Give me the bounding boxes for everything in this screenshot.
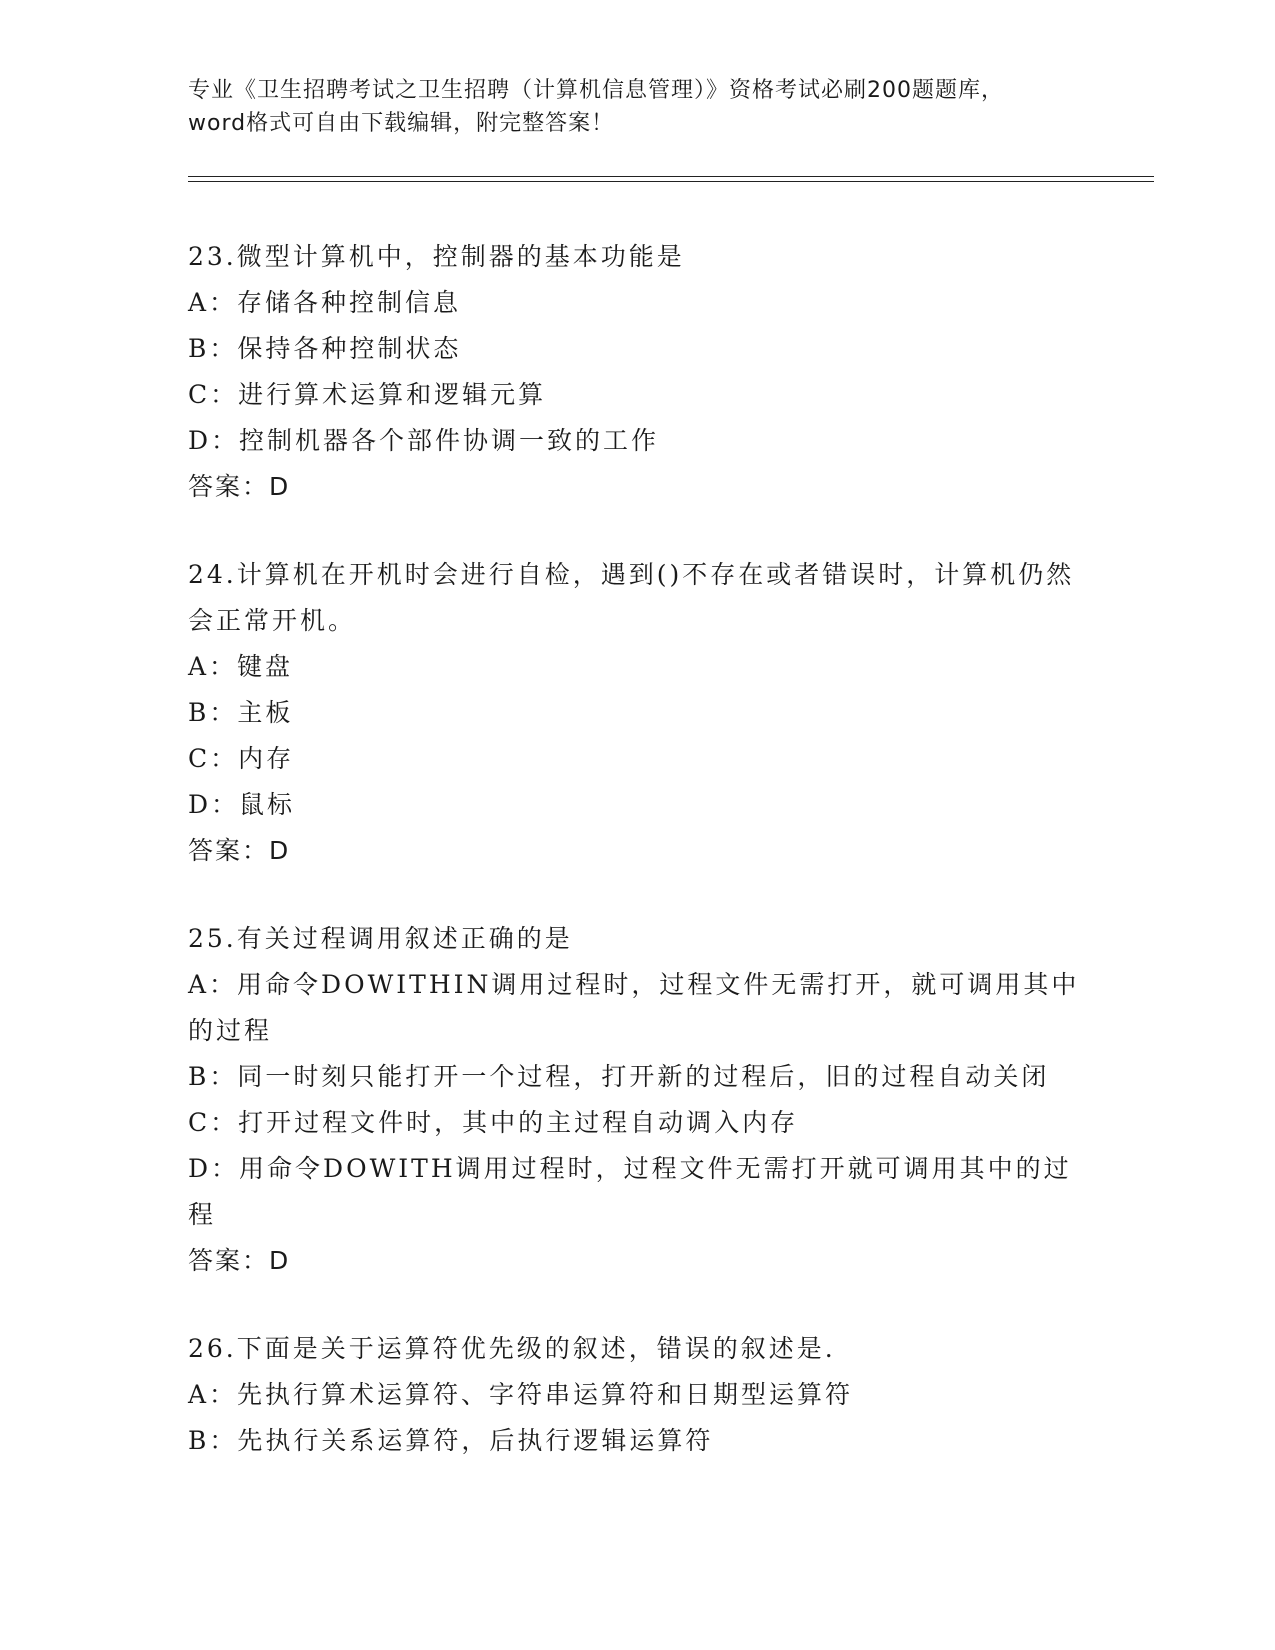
option-a: A：存储各种控制信息 [188, 288, 462, 317]
option-a: A：键盘 [188, 652, 294, 681]
option-a: A：用命令DOWITHIN调用过程时，过程文件无需打开，就可调用其中的过程 [188, 970, 1080, 1045]
option-b: B：保持各种控制状态 [188, 334, 462, 363]
header-rule-bottom [188, 181, 1154, 182]
question-24 [188, 552, 1088, 874]
question-23 [188, 234, 1088, 510]
option-b: B：同一时刻只能打开一个过程，打开新的过程后，旧的过程自动关闭 [188, 1062, 1050, 1091]
question-25 [188, 916, 1088, 1284]
question-stem: 24.计算机在开机时会进行自检，遇到()不存在或者错误时，计算机仍然会正常开机。 [188, 560, 1075, 635]
option-c: C：内存 [188, 744, 295, 773]
option-a: A：先执行算术运算符、字符串运算符和日期型运算符 [188, 1380, 854, 1409]
option-c: C：进行算术运算和逻辑元算 [188, 380, 547, 409]
option-b: B：主板 [188, 698, 294, 727]
question-list [188, 234, 1088, 1506]
option-d: D：鼠标 [188, 790, 296, 819]
option-d: D：控制机器各个部件协调一致的工作 [188, 426, 660, 455]
option-d: D：用命令DOWITH调用过程时，过程文件无需打开就可调用其中的过程 [188, 1154, 1072, 1229]
question-stem: 26.下面是关于运算符优先级的叙述，错误的叙述是. [188, 1334, 836, 1363]
document-header [188, 74, 1088, 140]
option-b: B：先执行关系运算符，后执行逻辑运算符 [188, 1426, 714, 1455]
header-line-2: word格式可自由下载编辑，附完整答案！ [188, 111, 615, 136]
question-stem: 25.有关过程调用叙述正确的是 [188, 924, 573, 953]
question-26 [188, 1326, 1088, 1464]
header-rule-top [188, 176, 1154, 177]
header-line-1: 专业《卫生招聘考试之卫生招聘（计算机信息管理）》资格考试必刷200题题库， [188, 78, 1004, 103]
answer: 答案：D [188, 836, 291, 865]
question-stem: 23.微型计算机中，控制器的基本功能是 [188, 242, 685, 271]
answer: 答案：D [188, 1246, 291, 1275]
option-c: C：打开过程文件时，其中的主过程自动调入内存 [188, 1108, 799, 1137]
answer: 答案：D [188, 472, 291, 501]
